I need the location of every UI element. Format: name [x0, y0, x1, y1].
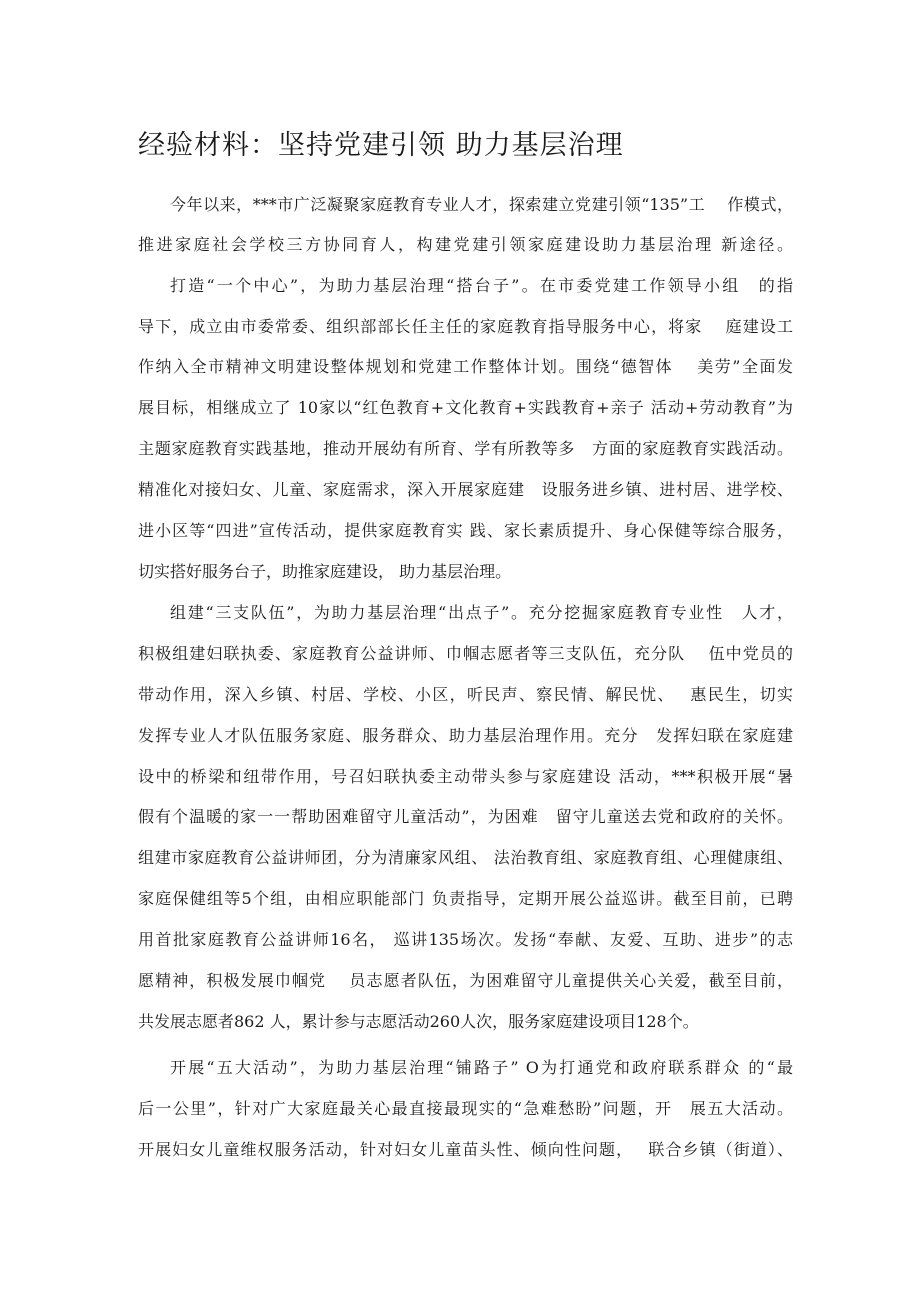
page-title: 经验材料：坚持党建引领 助力基层治理	[138, 130, 624, 161]
paragraph-line: 精准化对接妇女、儿童、家庭需求，深入开展家庭建 设服务进乡镇、进村居、进学校、	[138, 480, 793, 499]
paragraph-line: 设中的桥梁和纽带作用，号召妇联执委主动带头参与家庭建设 活动，***积极开展“暑	[138, 767, 793, 786]
paragraph-line: 共发展志愿者862 人，累计参与志愿活动260人次，服务家庭建设项目128个。	[138, 1012, 699, 1031]
paragraph-line: 推进家庭社会学校三方协同育人，构建党建引领家庭建设助力基层治理 新途径。	[138, 235, 793, 254]
paragraph-line: 家庭保健组等5个组，由相应职能部门 负责指导，定期开展公益巡讲。截至目前，已聘	[138, 889, 793, 908]
paragraph-line: 作纳入全市精神文明建设整体规划和党建工作整体计划。围绕“德智体 美劳”全面发	[138, 357, 793, 376]
paragraph-line: 带动作用，深入乡镇、村居、学校、小区，听民声、察民情、解民忧、 惠民生，切实	[138, 685, 793, 704]
paragraph-line: 导下，成立由市委常委、组织部部长任主任的家庭教育指导服务中心，将家 庭建设工	[138, 317, 793, 336]
paragraph-line: 开展“五大活动”，为助力基层治理“铺路子” O为打通党和政府联系群众 的“最	[170, 1058, 793, 1077]
paragraph-line: 展目标，相继成立了 10家以“红色教育+文化教育+实践教育+亲子 活动+劳动教育”为	[138, 398, 793, 417]
paragraph-line: 用首批家庭教育公益讲师16名， 巡讲135场次。发扬“奉献、友爱、互助、进步”的志	[138, 930, 793, 949]
paragraph-line: 积极组建妇联执委、家庭教育公益讲师、巾帼志愿者等三支队伍，充分队 伍中党员的	[138, 644, 793, 663]
paragraph-line: 组建市家庭教育公益讲师团，分为清廉家风组、 法治教育组、家庭教育组、心理健康组、	[138, 848, 793, 867]
paragraph-line: 发挥专业人才队伍服务家庭、服务群众、助力基层治理作用。充分 发挥妇联在家庭建	[138, 726, 793, 745]
paragraph-line: 主题家庭教育实践基地，推动开展幼有所育、学有所教等多 方面的家庭教育实践活动。	[138, 439, 793, 458]
paragraph-line: 后一公里”，针对广大家庭最关心最直接最现实的“急难愁盼”问题，开 展五大活动。	[138, 1099, 793, 1118]
paragraph-line: 打造“一个中心”，为助力基层治理“搭台子”。在市委党建工作领导小组 的指	[170, 276, 793, 295]
paragraph-line: 愿精神，积极发展巾帼党 员志愿者队伍，为困难留守儿童提供关心关爱，截至目前，	[138, 971, 793, 990]
paragraph-line: 切实搭好服务台子，助推家庭建设， 助力基层治理。	[138, 562, 512, 581]
paragraph-line: 组建“三支队伍”，为助力基层治理“出点子”。充分挖掘家庭教育专业性 人才，	[170, 603, 793, 622]
paragraph-line: 进小区等“四进”宣传活动，提供家庭教育实 践、家长素质提升、身心保健等综合服务，	[138, 521, 793, 540]
paragraph-line: 假有个温暖的家一一帮助困难留守儿童活动”，为困难 留守儿童送去党和政府的关怀。	[138, 807, 793, 826]
paragraph-line: 开展妇女儿童维权服务活动，针对妇女儿童苗头性、倾向性问题， 联合乡镇（街道）、	[138, 1140, 793, 1159]
paragraph-line: 今年以来，***市广泛凝聚家庭教育专业人才，探索建立党建引领“135”工 作模式，	[170, 195, 793, 214]
